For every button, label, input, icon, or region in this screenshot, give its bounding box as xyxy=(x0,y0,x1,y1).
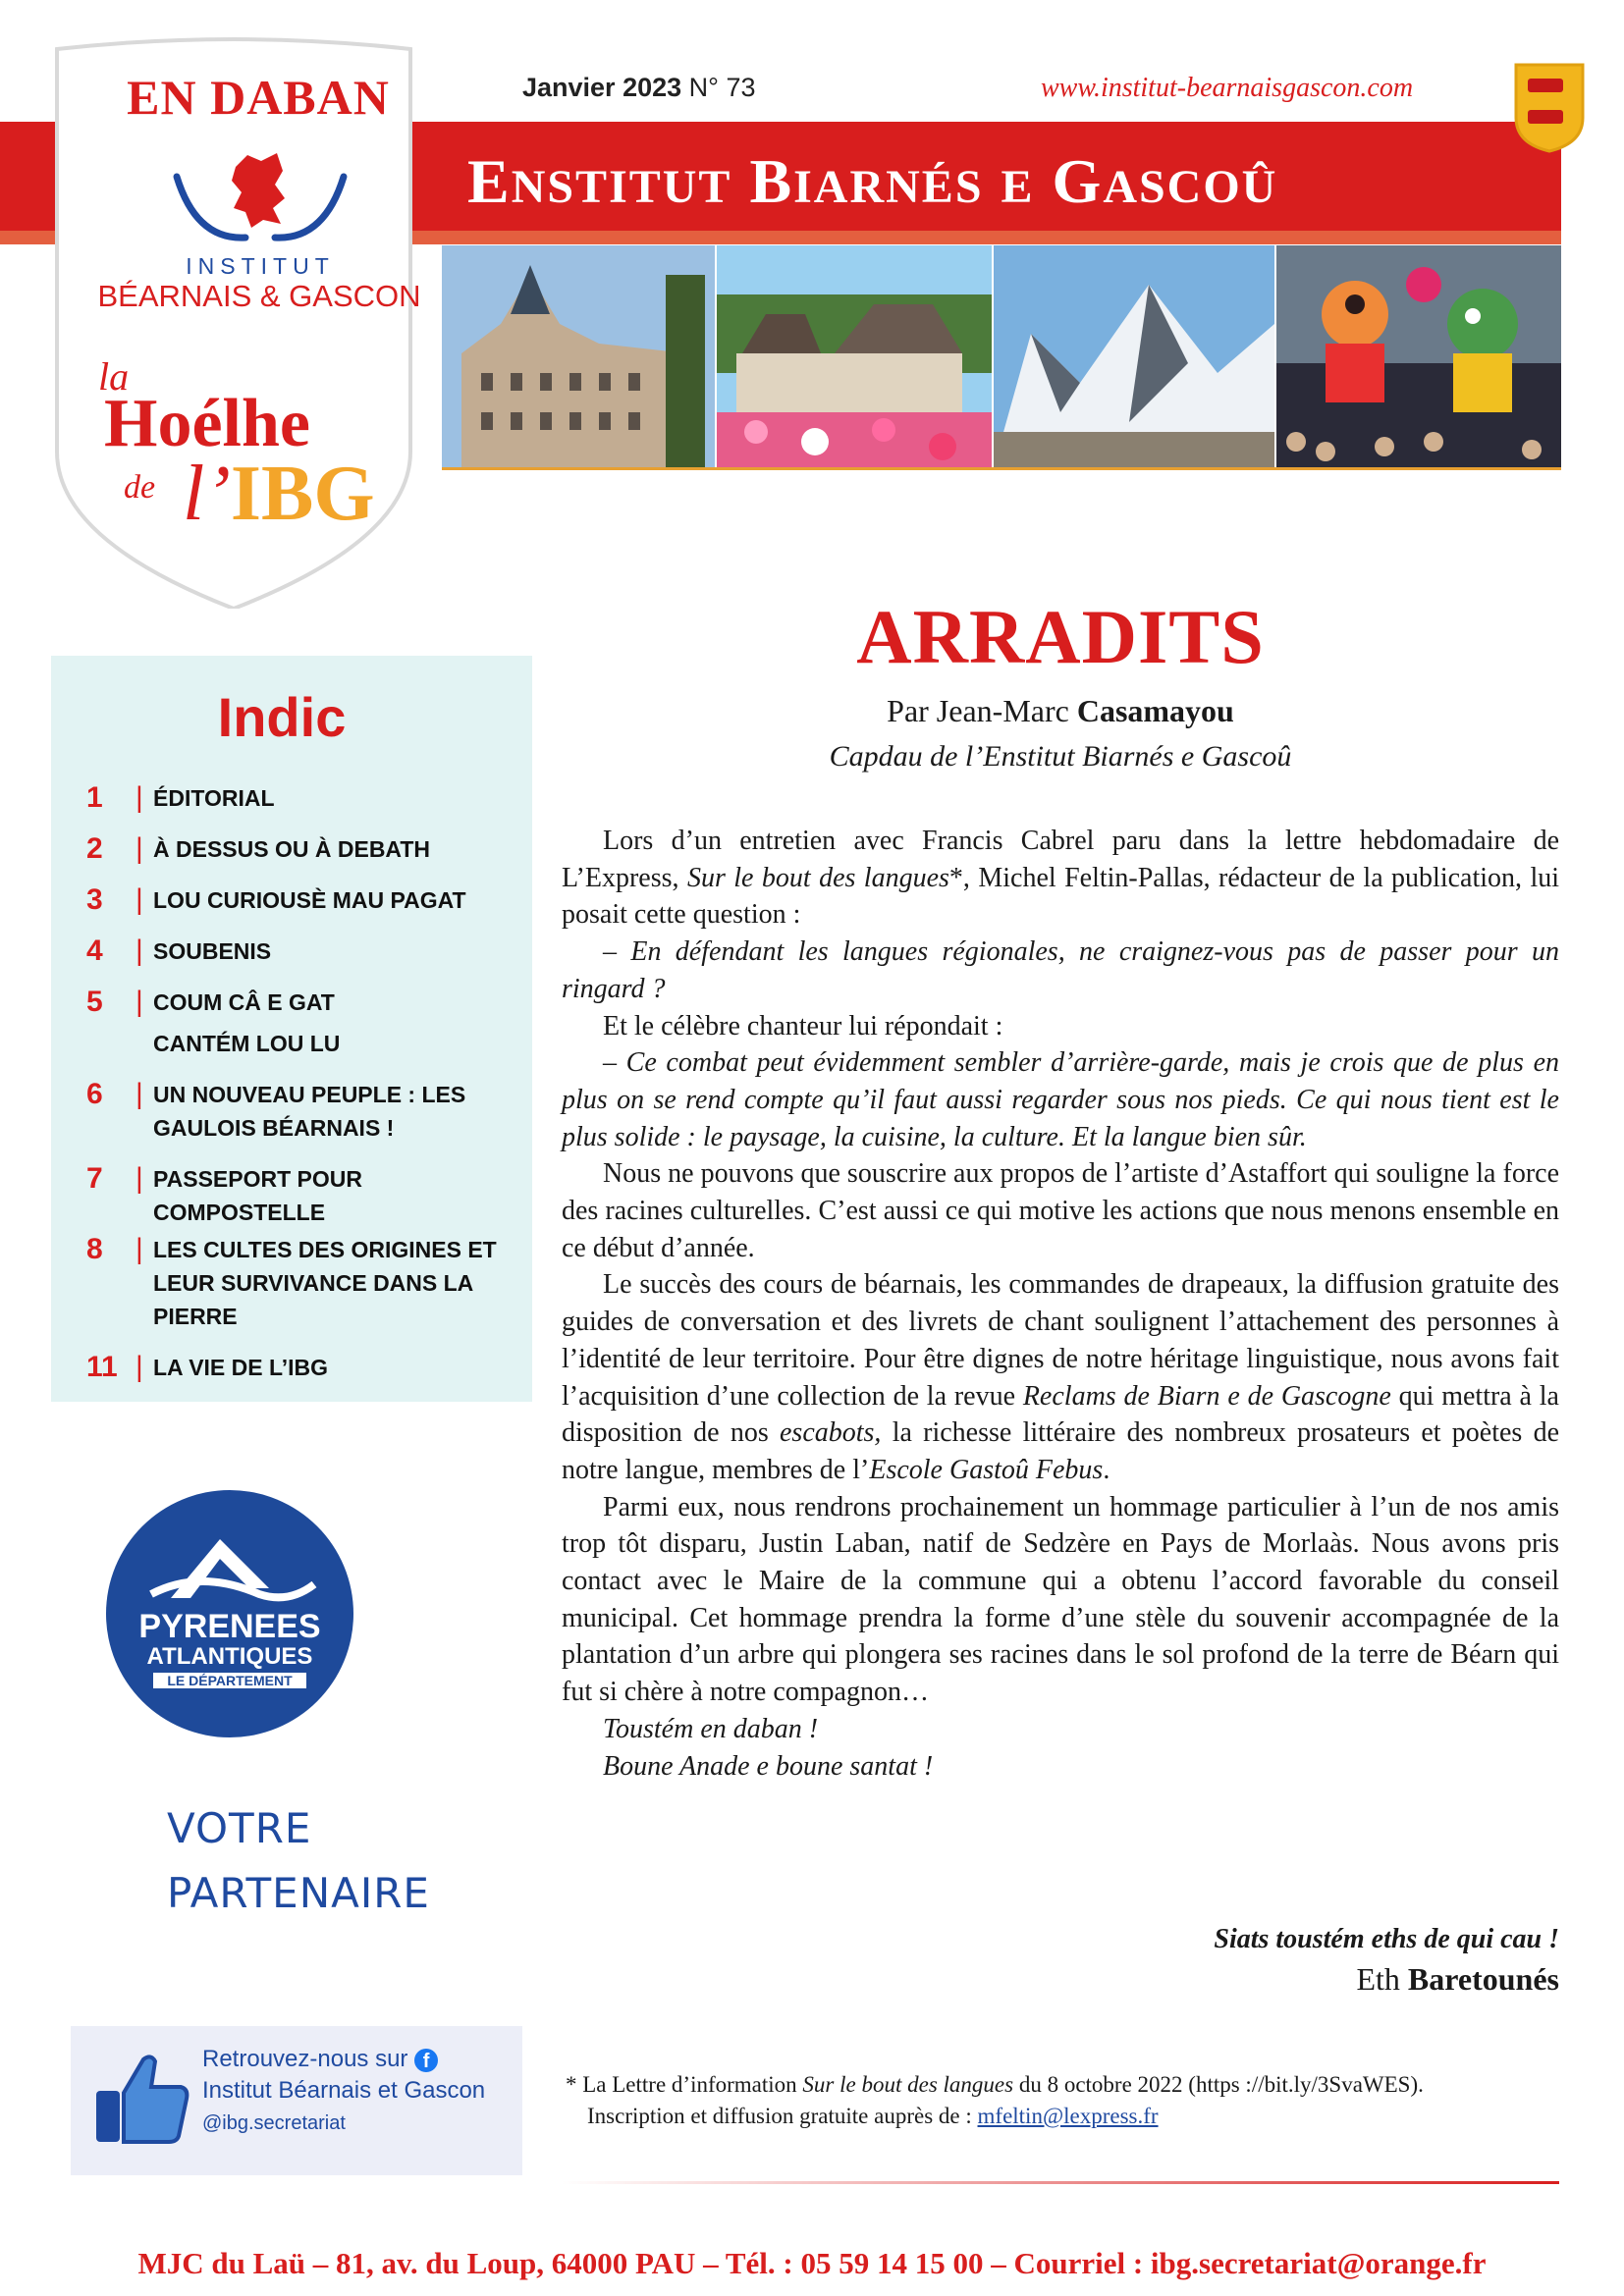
footnote-rule xyxy=(562,2181,1559,2184)
article-title: ARRADITS xyxy=(856,594,1265,679)
toc-divider: | xyxy=(135,986,143,1018)
toc-divider: | xyxy=(135,1078,143,1110)
toc-divider: | xyxy=(135,1351,143,1383)
article-byline: Par Jean-Marc Casamayou xyxy=(887,693,1234,728)
toc-label: LES CULTES DES ORIGINES ET LEUR SURVIVANCE DANS LA PIERRE xyxy=(153,1237,497,1329)
facebook-handle[interactable]: @ibg.secretariat xyxy=(202,2112,346,2134)
closing-2: Boune Anade e boune santat ! xyxy=(603,1750,934,1782)
toc-number: 7 xyxy=(86,1162,103,1195)
toc-label: SOUBENIS xyxy=(153,938,272,964)
facebook-line1: Retrouvez-nous sur f xyxy=(202,2046,438,2073)
facebook-page-name[interactable]: Institut Béarnais et Gascon xyxy=(202,2077,486,2104)
toc-divider: | xyxy=(135,883,143,916)
votre-text: VOTRE xyxy=(167,1804,312,1852)
issue-month: Janvier 2023 xyxy=(522,73,682,102)
issue-info xyxy=(522,73,756,103)
closing-1: Toustém en daban ! xyxy=(603,1713,819,1744)
signature-motto: Siats toustém eths de qui cau ! xyxy=(1214,1924,1559,1954)
toc-number: 5 xyxy=(86,986,103,1018)
quote-question: – En défendant les langues régionales, ne craignez-vous pas de passer pour un ringard ? xyxy=(562,936,1559,1004)
ibg-title xyxy=(183,450,375,539)
toc-divider: | xyxy=(135,934,143,967)
header-photo-strip xyxy=(442,245,1561,470)
hoelhe-la: la xyxy=(98,354,130,399)
partner-logo-line2: ATLANTIQUES xyxy=(146,1643,313,1670)
toc-label: ÉDITORIAL xyxy=(153,785,275,811)
bearn-flag-icon xyxy=(1512,61,1587,153)
article-body xyxy=(562,823,1559,1785)
thumbs-up-icon xyxy=(92,2048,190,2146)
paragraph-1: Lors d’un entretien avec Francis Cabrel paru dans la lettre hebdomadaire de L’Express, Sur le bout des langues*, Michel Feltin-Pallas, rédacteur de la publication, lui posait cette question : xyxy=(562,826,1559,931)
website-link[interactable]: www.institut-bearnaisgascon.com xyxy=(1041,73,1414,103)
masthead-title: ENSTITUT BIARNÉS E GASCOÛ xyxy=(467,146,1278,216)
en-daban-title: EN DABAN xyxy=(127,70,390,125)
ibg-letters: IBG xyxy=(230,451,375,537)
paragraph-3: Nous ne pouvons que souscrire aux propos de l’artiste d’Astaffort qui souligne la force des racines culturelles. C’est aussi ce qui motive les actions que nous menons ensemble en ce début d’année. xyxy=(562,1158,1559,1263)
toc-number: 6 xyxy=(86,1078,103,1110)
author-name: Casamayou xyxy=(1076,693,1234,728)
toc-label: LOU CURIOUSÈ MAU PAGAT xyxy=(153,887,466,913)
toc-divider: | xyxy=(135,1233,143,1265)
signature-name: Eth Baretounés xyxy=(1356,1961,1559,1997)
indic-title: Indic xyxy=(217,686,347,748)
toc-divider: | xyxy=(135,781,143,814)
ibg-l: l’ xyxy=(183,451,231,537)
toc-label: PASSEPORT POUR COMPOSTELLE xyxy=(153,1166,362,1225)
toc-label: CANTÉM LOU LU xyxy=(153,1031,341,1056)
toc-label: COUM CÂ E GAT xyxy=(153,989,335,1015)
hoelhe-de: de xyxy=(124,469,156,506)
lion-horns-logo-icon xyxy=(167,147,353,255)
mountain-wave-icon xyxy=(141,1529,318,1608)
toc-label: À DESSUS OU À DEBATH xyxy=(153,836,430,862)
toc-label: LA VIE DE L’IBG xyxy=(153,1355,329,1380)
footer-contact: MJC du Laü – 81, av. du Loup, 64000 PAU – Tél. : 05 59 14 15 00 – Courriel : ibg.secretariat@orange.fr xyxy=(137,2246,1487,2280)
quote-answer: – Ce combat peut évidemment sembler d’arrière-garde, mais je crois que de plus en plus on se rend compte qu’il faut aussi regarder sous nos pieds. Ce qui nous tient est le plus solide : le paysage, la cuisine, la culture. Et la langue bien sûr. xyxy=(562,1047,1559,1152)
partner-logo-line3: LE DÉPARTEMENT xyxy=(153,1673,306,1688)
paragraph-4: Le succès des cours de béarnais, les commandes de drapeaux, la diffusion gratuite des guides de conversation et des livrets de chant soulignent l’attachement des personnes à l’identité de leur territoire. Pour être dignes de notre héritage linguistique, nous avons fait l’acquisition d’une collection de la revue Reclams de Biarn e de Gascogne qui mettra à la disposition de nos escabots, la richesse littéraire des nombreux prosateurs et poètes de notre langue, membres de l’Escole Gastoû Febus. xyxy=(562,1269,1560,1485)
email-link[interactable]: mfeltin@lexpress.fr xyxy=(977,2104,1159,2128)
partenaire-text: PARTENAIRE xyxy=(167,1869,430,1917)
toc-divider: | xyxy=(135,1162,143,1195)
issue-number: N° 73 xyxy=(688,73,756,102)
toc-divider: | xyxy=(135,832,143,865)
toc-number: 2 xyxy=(86,832,103,865)
footnote: * La Lettre d’information Sur le bout des langues du 8 octobre 2022 (https ://bit.ly/3SvaWES). Inscription et diffusion gratuite auprès de : mfeltin@lexpress.fr xyxy=(566,2072,1424,2128)
toc-number: 8 xyxy=(86,1233,103,1265)
paragraph-5: Parmi eux, nous rendrons prochainement un hommage particulier à l’un de nos amis trop tôt disparu, Justin Laban, natif de Sedzère en Pays de Morlaàs. Nous avons pris contact avec le Maire de la commune qui a obtenu l’accord favorable du conseil municipal. Cet hommage prendra la forme d’une stèle du souvenir accompagnée de la plantation d’un arbre qui plongera ses racines dans le sol profond de la terre de Béarn qui fut si chère à notre compagnon… xyxy=(562,1491,1559,1708)
toc-label: UN NOUVEAU PEUPLE : LES GAULOIS BÉARNAIS ! xyxy=(153,1082,466,1141)
author-role: Capdau de l’Enstitut Biarnés e Gascoû xyxy=(829,740,1292,773)
toc-number: 1 xyxy=(86,781,103,814)
toc-number: 11 xyxy=(86,1351,118,1383)
toc-number: 3 xyxy=(86,883,103,916)
hoelhe-title: Hoélhe xyxy=(104,386,310,461)
logo-name-text: BÉARNAIS & GASCON xyxy=(97,279,421,313)
toc-number: 4 xyxy=(86,934,103,967)
paragraph-2: Et le célèbre chanteur lui répondait : xyxy=(603,1010,1003,1041)
partner-logo-line1: PYRENEES xyxy=(138,1608,321,1645)
logo-institut-text: INSTITUT xyxy=(186,253,335,279)
facebook-icon[interactable]: f xyxy=(414,2049,438,2072)
pyrenees-atlantiques-logo[interactable] xyxy=(106,1490,353,1737)
